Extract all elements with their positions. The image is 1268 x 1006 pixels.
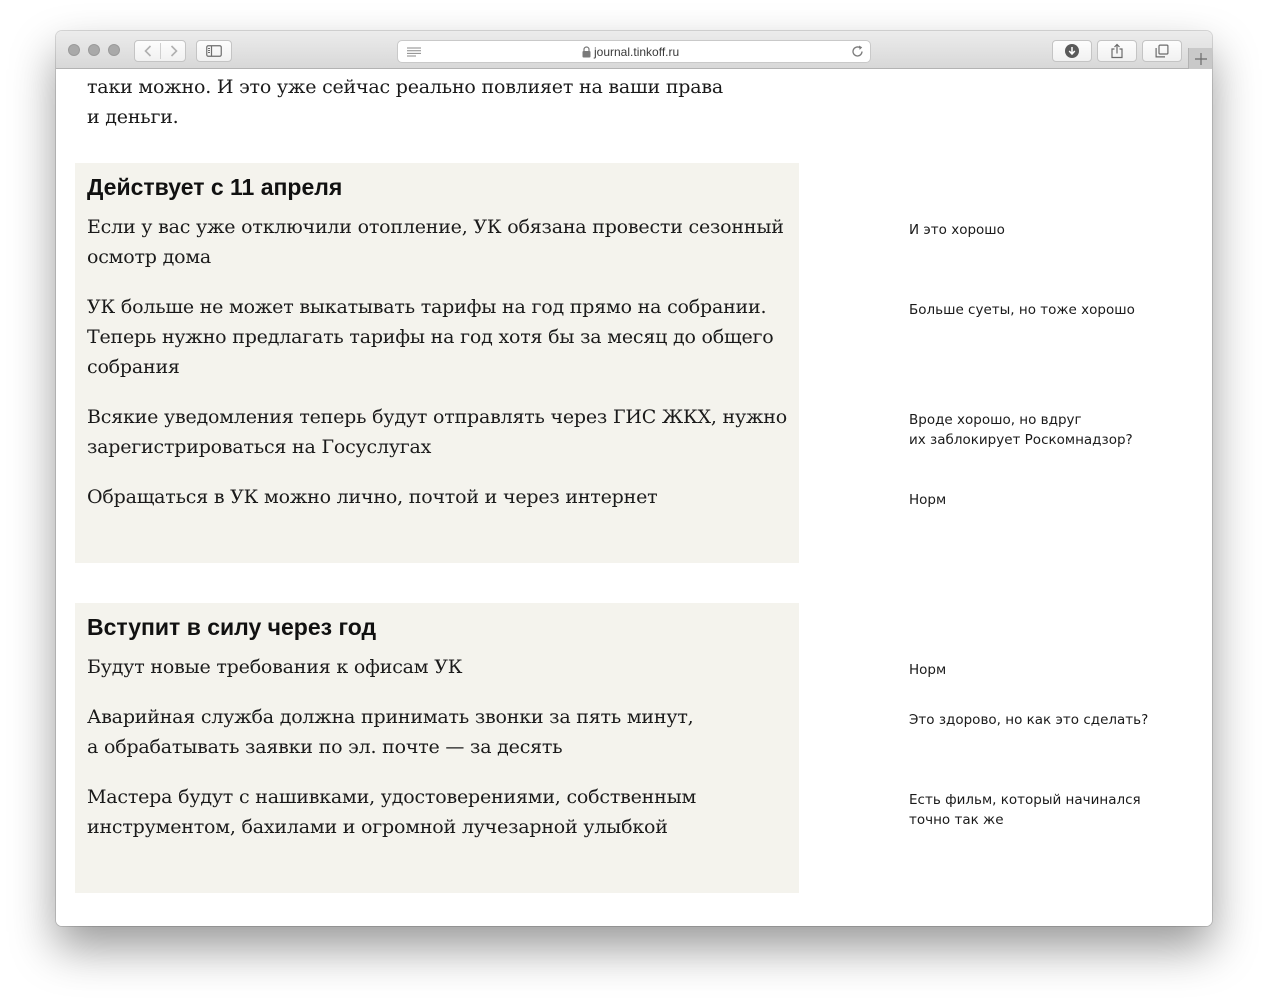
- section-card: [75, 603, 799, 893]
- navigation-buttons: [134, 40, 186, 62]
- list-item: Всякие уведомления теперь будут отправлять через ГИС ЖКХ, нужно зарегистрироваться на Госуслугах: [87, 406, 787, 458]
- section-title: Действует с 11 апреля: [87, 174, 343, 200]
- side-note: Норм: [909, 662, 947, 678]
- page-content: [56, 69, 1212, 926]
- side-note: Вроде хорошо, но вдруг их заблокирует Роскомнадзор?: [909, 412, 1133, 448]
- list-item: Если у вас уже отключили отопление, УК обязана провести сезонный осмотр дома: [87, 216, 784, 268]
- side-note: Есть фильм, который начинался точно так же: [909, 792, 1141, 828]
- share-button[interactable]: [1097, 40, 1137, 62]
- plus-icon: [1195, 53, 1207, 65]
- chevron-left-icon: [144, 45, 152, 57]
- side-note: Это здорово, но как это сделать?: [909, 712, 1149, 728]
- list-item: Обращаться в УК можно лично, почтой и через интернет: [87, 486, 658, 508]
- list-item: Мастера будут с нашивками, удостоверениями, собственным инструментом, бахилами и огромной лучезарной улыбкой: [87, 786, 697, 838]
- reader-view-icon[interactable]: [407, 47, 421, 57]
- zoom-window-button[interactable]: [108, 44, 120, 56]
- list-item: Будут новые требования к офисам УК: [87, 656, 463, 678]
- close-window-button[interactable]: [68, 44, 80, 56]
- url-text: journal.tinkoff.ru: [594, 45, 680, 59]
- reload-icon[interactable]: [851, 45, 864, 58]
- share-icon: [1111, 44, 1123, 59]
- sidebar-icon: [206, 45, 222, 57]
- side-note: И это хорошо: [909, 222, 1005, 238]
- lock-icon: [582, 46, 591, 58]
- tabs-overview-icon: [1156, 45, 1169, 58]
- list-item: Аварийная служба должна принимать звонки за пять минут, а обрабатывать заявки по эл. почте — за десять: [87, 706, 694, 758]
- downloads-button[interactable]: [1052, 40, 1092, 62]
- show-tabs-button[interactable]: [1142, 40, 1182, 62]
- intro-paragraph: таки можно. И это уже сейчас реально повлияет на ваши права и деньги.: [87, 76, 723, 128]
- sidebar-toggle-button[interactable]: [196, 40, 232, 62]
- list-item: УК больше не может выкатывать тарифы на год прямо на собрании. Теперь нужно предлагать тарифы на год хотя бы за месяц до общего собрания: [87, 296, 774, 378]
- side-note: Больше суеты, но тоже хорошо: [909, 302, 1135, 318]
- forward-button[interactable]: [161, 41, 186, 61]
- side-note: Норм: [909, 492, 947, 508]
- chevron-right-icon: [170, 45, 178, 57]
- new-tab-button[interactable]: [1188, 48, 1212, 69]
- section-card: [75, 163, 799, 563]
- browser-window: [56, 31, 1212, 926]
- browser-toolbar: [56, 31, 1212, 69]
- address-bar[interactable]: [397, 40, 871, 63]
- minimize-window-button[interactable]: [88, 44, 100, 56]
- download-icon: [1065, 44, 1079, 58]
- section-title: Вступит в силу через год: [87, 614, 377, 640]
- back-button[interactable]: [135, 41, 160, 61]
